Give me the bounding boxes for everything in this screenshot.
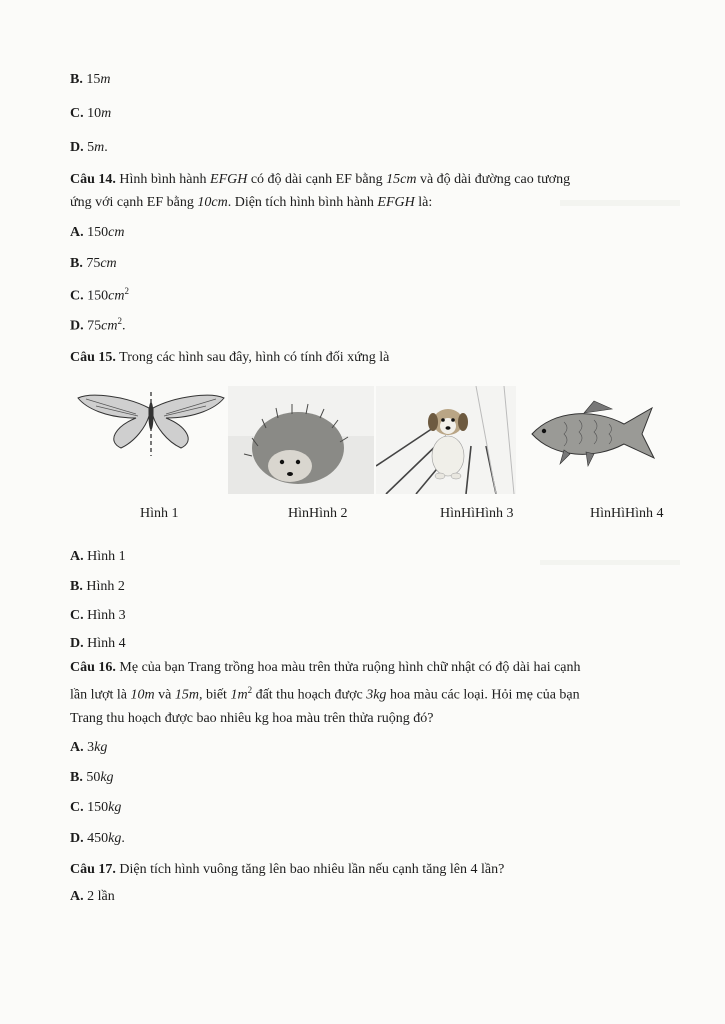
puppy-photo — [376, 386, 516, 494]
q13-option-c: C. 10m — [70, 106, 112, 121]
q16-option-c: C. 150kg — [70, 800, 122, 815]
q14-option-a: A. 150cm — [70, 225, 125, 240]
hedgehog-photo — [228, 386, 374, 494]
q15-question: Câu 15. Trong các hình sau đây, hình có tính đối xứng là — [70, 350, 390, 365]
figure-caption-1: Hình 1 — [140, 506, 179, 521]
fish-figure — [524, 386, 660, 494]
q13-option-b: B. 15m — [70, 72, 111, 87]
figure-caption-4: HìnHìHình 4 — [590, 506, 664, 521]
q17-option-a: A. 2 lần — [70, 889, 115, 904]
q16-question: Câu 16. Mẹ của bạn Trang trồng hoa màu trên thửa ruộng hình chữ nhật có độ dài hai cạnh lần lượt là 10m và 15m, biết $1m^2$ đất thu hoạch được 3kg hoa màu các loại. Hỏi mẹ của bạn Trang thu hoạch được bao nhiêu kg hoa màu trên thửa ruộng đó? — [70, 660, 581, 726]
q13-option-d: D. 5m. — [70, 140, 108, 155]
q14-option-d: D. $75cm^2$. — [70, 316, 126, 334]
q15-option-d: D. Hình 4 — [70, 636, 126, 651]
butterfly-figure — [76, 386, 226, 494]
q14-option-b: B. 75cm — [70, 256, 117, 271]
figure-caption-2: HìnHình 2 — [288, 506, 348, 521]
q14-question: Câu 14. Hình bình hành EFGH có độ dài cạnh EF bằng 15cm và độ dài đường cao tương ứng với cạnh EF bằng 10cm. Diện tích hình bình hành EFGH là: — [70, 172, 571, 210]
q16-option-a: A. 3kg — [70, 740, 108, 755]
q17-question: Câu 17. Diện tích hình vuông tăng lên bao nhiêu lần nếu cạnh tăng lên 4 lần? — [70, 862, 505, 877]
q16-option-b: B. 50kg — [70, 770, 114, 785]
figure-caption-3: HìnHìHình 3 — [440, 506, 514, 521]
bleed-through-mark — [540, 560, 680, 565]
q15-option-a: A. Hình 1 — [70, 549, 126, 564]
q15-option-b: B. Hình 2 — [70, 579, 125, 594]
q14-option-c: C. $150cm^2$ — [70, 286, 129, 304]
q16-option-d: D. 450kg. — [70, 831, 125, 846]
q15-option-c: C. Hình 3 — [70, 608, 126, 623]
